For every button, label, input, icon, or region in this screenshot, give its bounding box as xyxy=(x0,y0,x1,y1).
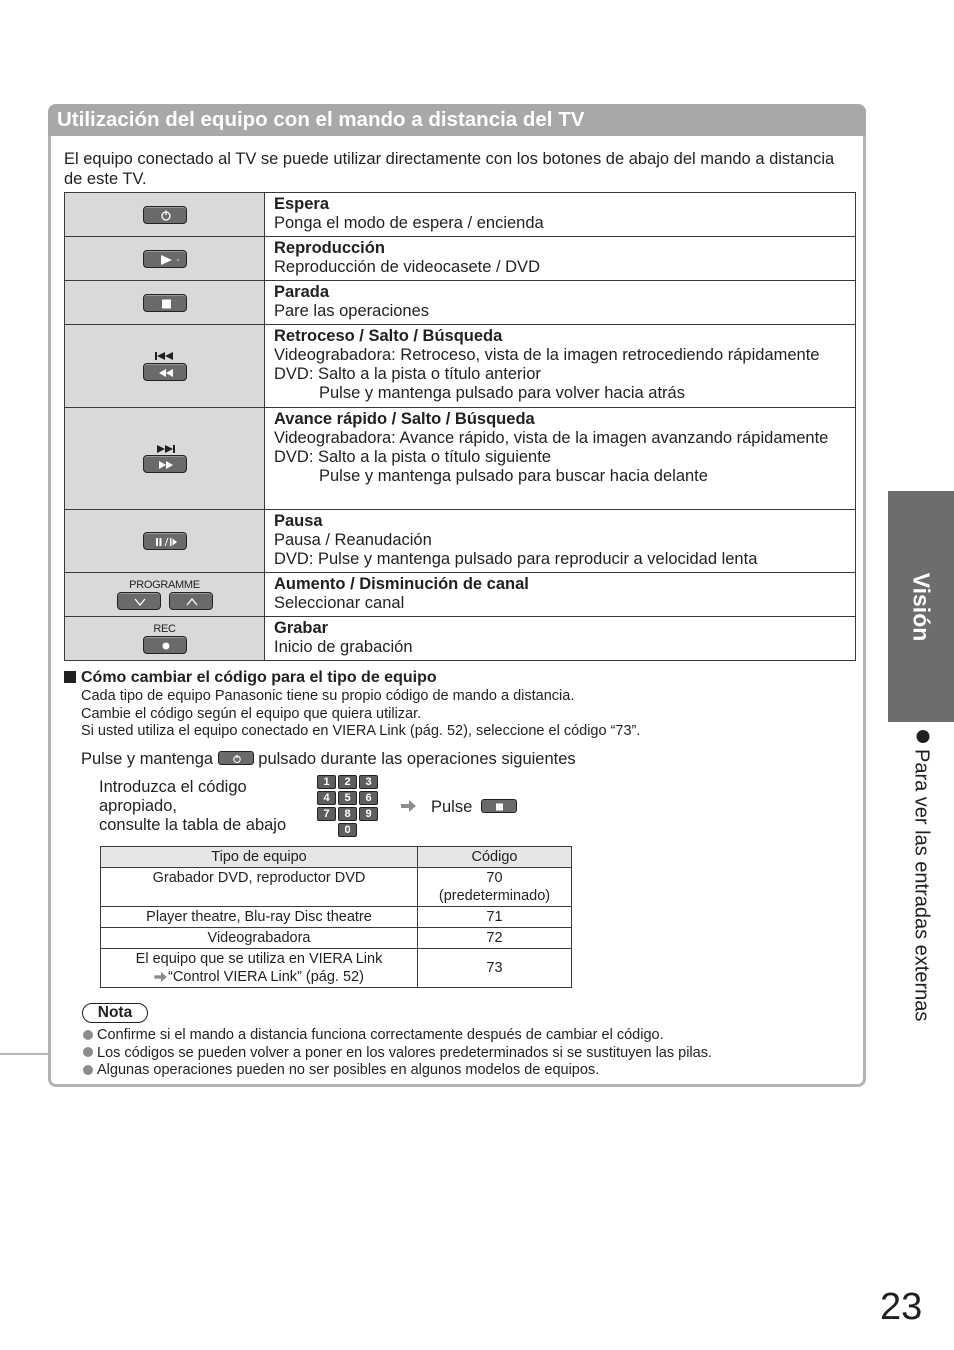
bullet-icon xyxy=(83,1047,93,1057)
skip-next-icon xyxy=(154,444,176,454)
code-section-heading: Cómo cambiar el código para el tipo de equipo xyxy=(64,669,437,687)
channel-up-icon xyxy=(169,592,213,610)
remote-control-panel xyxy=(48,104,866,1087)
button-title: Parada xyxy=(274,283,330,301)
stop-icon xyxy=(143,294,187,312)
button-desc: Inicio de grabación xyxy=(274,638,413,656)
equipment-code: 73 xyxy=(418,949,572,988)
table-row xyxy=(65,510,856,573)
record-icon xyxy=(143,636,187,654)
rec-label: REC xyxy=(153,622,176,635)
table-row xyxy=(65,237,856,281)
button-title: Aumento / Disminución de canal xyxy=(274,575,529,593)
buttons-table xyxy=(64,192,856,661)
equipment-code: 70 (predeterminado) xyxy=(418,868,572,907)
equipment-code: 71 xyxy=(418,907,572,928)
number-key: 1 xyxy=(317,775,336,789)
button-desc: Pulse y mantenga pulsado para volver hacia atrás xyxy=(319,384,685,402)
column-header: Tipo de equipo xyxy=(101,847,418,868)
notes-list xyxy=(83,1027,712,1080)
square-bullet-icon xyxy=(64,671,76,683)
button-title: Avance rápido / Salto / Búsqueda xyxy=(274,410,535,428)
button-desc: Reproducción de videocasete / DVD xyxy=(274,258,540,276)
button-title: Retroceso / Salto / Búsqueda xyxy=(274,327,503,345)
equipment-type: El equipo que se utiliza en VIERA Link “Control VIERA Link” (pág. 52) xyxy=(101,949,418,988)
list-item: Los códigos se pueden volver a poner en los valores predeterminados si se sustituyen las pilas. xyxy=(83,1045,712,1063)
number-key: 3 xyxy=(359,775,378,789)
table-row xyxy=(101,907,572,928)
button-title: Espera xyxy=(274,195,330,213)
side-tab-subtitle: Para ver las entradas externas xyxy=(910,730,933,1021)
button-desc: Pausa / Reanudación xyxy=(274,531,432,549)
button-desc: Seleccionar canal xyxy=(274,594,405,612)
list-item: Algunas operaciones pueden no ser posibles en algunos modelos de equipos. xyxy=(83,1062,712,1080)
bullet-icon xyxy=(83,1065,93,1075)
table-row xyxy=(65,281,856,325)
rewind-icon xyxy=(143,363,187,381)
arrow-right-icon xyxy=(154,972,168,982)
number-key: 9 xyxy=(359,807,378,821)
table-row xyxy=(101,928,572,949)
programme-label: PROGRAMME xyxy=(129,578,200,591)
button-desc: DVD: Pulse y mantenga pulsado para reproducir a velocidad lenta xyxy=(274,550,758,568)
page-number: 23 xyxy=(880,1286,923,1328)
table-row xyxy=(101,868,572,907)
enter-code-text: Introduzca el código apropiado, consulte la tabla de abajo xyxy=(99,778,287,834)
number-key: 8 xyxy=(338,807,357,821)
pause-icon xyxy=(143,532,187,550)
skip-previous-icon xyxy=(154,351,176,361)
button-desc: DVD: Salto a la pista o título siguiente xyxy=(274,448,551,466)
table-row xyxy=(65,408,856,510)
list-item: Confirme si el mando a distancia funciona correctamente después de cambiar el código. xyxy=(83,1027,712,1045)
button-title: Reproducción xyxy=(274,239,385,257)
pulse-text: Pulse xyxy=(431,798,473,816)
button-desc: Videograbadora: Retroceso, vista de la imagen retrocediendo rápidamente xyxy=(274,346,820,364)
nota-badge: Nota xyxy=(82,1003,148,1023)
divider xyxy=(0,1053,48,1055)
number-key: 7 xyxy=(317,807,336,821)
table-row xyxy=(65,617,856,661)
equipment-type: Videograbadora xyxy=(101,928,418,949)
button-title: Grabar xyxy=(274,619,329,637)
equipment-code: 72 xyxy=(418,928,572,949)
table-row xyxy=(65,325,856,408)
standby-icon xyxy=(143,206,187,224)
standby-icon xyxy=(218,751,254,765)
table-row xyxy=(101,949,572,988)
button-desc: DVD: Salto a la pista o título anterior xyxy=(274,365,541,383)
play-icon xyxy=(143,250,187,268)
button-desc: Pare las operaciones xyxy=(274,302,430,320)
equipment-type: Player theatre, Blu-ray Disc theatre xyxy=(101,907,418,928)
number-key: 5 xyxy=(338,791,357,805)
bullet-icon xyxy=(917,730,930,743)
press-instruction: Pulse y mantenga pulsado durante las operaciones siguientes xyxy=(81,750,576,768)
table-row xyxy=(65,573,856,617)
side-tab xyxy=(888,491,954,722)
button-title: Pausa xyxy=(274,512,323,530)
number-key: 2 xyxy=(338,775,357,789)
number-key: 6 xyxy=(359,791,378,805)
number-key: 0 xyxy=(338,823,357,837)
table-header-row xyxy=(101,847,572,868)
bullet-icon xyxy=(83,1030,93,1040)
number-key: 4 xyxy=(317,791,336,805)
button-desc: Pulse y mantenga pulsado para buscar hacia delante xyxy=(319,467,708,485)
equipment-type: Grabador DVD, reproductor DVD xyxy=(101,868,418,907)
column-header: Código xyxy=(418,847,572,868)
fast-forward-icon xyxy=(143,455,187,473)
stop-icon xyxy=(481,799,517,813)
code-section-text: Cada tipo de equipo Panasonic tiene su propio código de mando a distancia. Cambie el código según el equipo que quiera utilizar. Si usted utiliza el equipo conectado en VIERA Link (pág. 52), seleccione el código “73”. xyxy=(81,688,641,739)
button-desc: Ponga el modo de espera / encienda xyxy=(274,214,544,232)
side-tab-title: Visión xyxy=(908,572,935,641)
code-table xyxy=(100,846,572,988)
table-row xyxy=(65,193,856,237)
channel-down-icon xyxy=(117,592,161,610)
button-desc: Videograbadora: Avance rápido, vista de la imagen avanzando rápidamente xyxy=(274,429,829,447)
arrow-right-icon xyxy=(401,800,417,812)
section-title: Utilización del equipo con el mando a distancia del TV xyxy=(48,104,866,136)
intro-text: El equipo conectado al TV se puede utilizar directamente con los botones de abajo del mando a distancia de este TV. xyxy=(64,150,835,188)
